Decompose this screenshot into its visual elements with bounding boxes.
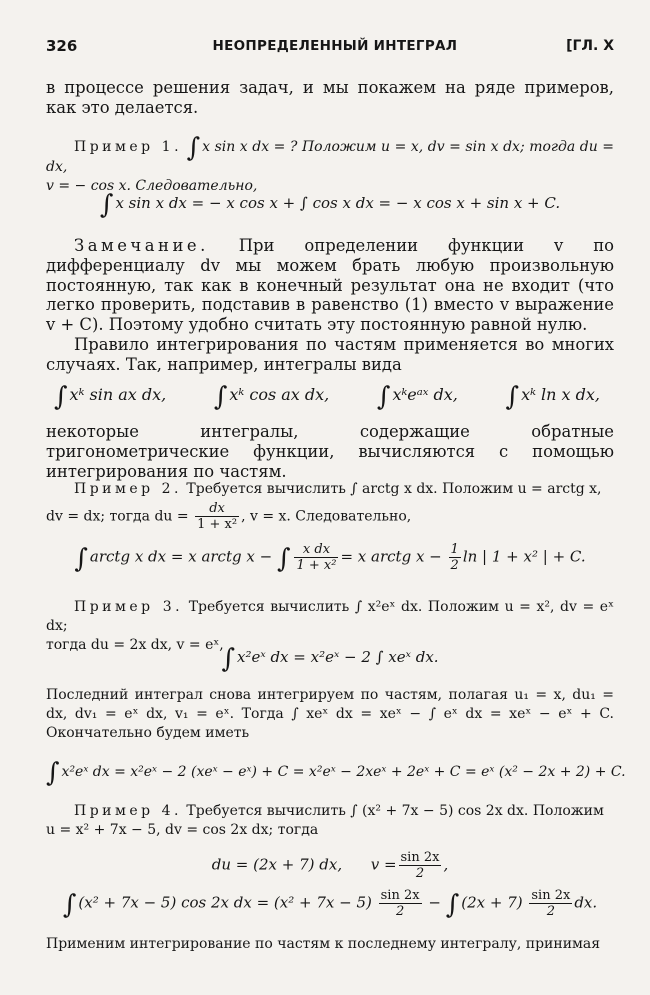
example-3-statement-cont: тогда du = 2x dx, v = eˣ, — [46, 637, 224, 653]
example-1-label: Пример 1. — [74, 139, 183, 155]
rule-paragraph: Правило интегрирования по частям применяется во многих случаях. Так, например, интегралы вида — [46, 335, 614, 374]
last-line: Применим интегрирование по частям к последнему интегралу, принимая — [46, 936, 601, 952]
example-3-continuation: Последний интеграл снова интегрируем по частям, полагая u₁ = x, du₁ = dx, dv₁ = eˣ dx, v₁ = eˣ. Тогда ∫ xeˣ dx = xeˣ − ∫ eˣ dx = xeˣ − eˣ + C. Окончательно будем иметь — [46, 687, 614, 741]
example-2-statement: Требуется вычислить ∫ arctg x dx. Положим u = arctg x, — [186, 481, 602, 497]
example-2-label: Пример 2. — [74, 481, 182, 497]
page-header — [46, 37, 614, 59]
intro-paragraph: в процессе решения задач, и мы покажем на ряде примеров, как это делается. — [46, 78, 614, 117]
example-4-statement: Требуется вычислить ∫ (x² + 7x − 5) cos 2x dx. Положим — [186, 803, 604, 819]
example-3-label: Пример 3. — [74, 599, 184, 615]
example-1 — [46, 133, 614, 196]
integral-kind-4: ∫ xᵏ ln x dx, — [505, 382, 600, 412]
integral-sign-icon: ∫ — [99, 190, 114, 220]
example-4-formula-1: du = (2x + 7) dx, v = $\frac{\sin 2x}{2}$ , — [211, 850, 449, 881]
example-4-label: Пример 4. — [74, 803, 182, 819]
example-1-formula: ∫ x sin x dx = − x cos x + ∫ cos x dx = − x cos x + sin x + C. — [99, 190, 561, 220]
integral-kind-2: ∫ xᵏ cos ax dx, — [213, 382, 330, 412]
running-title: НЕОПРЕДЕЛЕННЫЙ ИНТЕГРАЛ — [212, 38, 458, 54]
fraction: $\frac{dx}{\text{1 + x²}}$ — [197, 501, 238, 532]
example-3-formula: ∫ x²eˣ dx = x²eˣ − 2 ∫ xeˣ dx. — [221, 644, 439, 674]
remark — [46, 236, 614, 335]
example-1-statement: x sin x dx = ? Положим u = x, dv = sin x dx; тогда du = dx, — [46, 139, 614, 175]
integral-kind-1: ∫ xᵏ sin ax dx, — [54, 382, 167, 412]
chapter-label: [ГЛ. X — [566, 38, 614, 54]
integral-kinds — [46, 382, 614, 412]
example-2-formula: ∫ arctg x dx = x arctg x − ∫ $\frac{\text{x dx}}{\text{1 + x²}}$ = x arctg x − $\frac{1}{2}$ ln | 1 + x² | + C. — [74, 542, 586, 574]
example-2: Пример 2. Требуется вычислить ∫ arctg x dx. Положим u = arctg x, dv = dx; тогда du = $\frac{dx}{\text{1 + x²}}$ , v = x. Следовательно, — [46, 481, 602, 532]
integral-sign-icon: ∫ — [186, 133, 201, 163]
example-4-statement-cont: u = x² + 7x − 5, dv = cos 2x dx; тогда — [46, 822, 319, 838]
example-3-final: ∫ x²eˣ dx = x²eˣ − 2 (xeˣ − eˣ) + C = x²eˣ − 2xeˣ + 2eˣ + C = eˣ (x² − 2x + 2) + C. — [46, 758, 626, 788]
page-number: 326 — [46, 37, 78, 55]
remark-body: При определении функции v по дифференциалу dv мы можем брать любую произвольную постоянную, так как в конечный результат она не входит (что легко проверить, подставив в равенство (1) вместо v выражение v + C). Поэтому удобно считать эту постоянную равной нулю. — [46, 236, 614, 335]
rule-paragraph-2: некоторые интегралы, содержащие обратные тригонометрические функции, вычисляются с помощью интегрирования по частям. — [46, 422, 614, 481]
example-4 — [46, 802, 614, 840]
remark-label: Замечание. — [74, 236, 209, 255]
example-1-statement-cont: v = − cos x. Следовательно, — [46, 178, 258, 194]
example-3-statement: Требуется вычислить ∫ x²eˣ dx. Положим u = x², dv = eˣ dx; — [46, 599, 615, 634]
example-4-formula-2: ∫ (x² + 7x − 5) cos 2x dx = (x² + 7x − 5) $\frac{\sin 2x}{2}$ − ∫ (2x + 7) $\frac{\sin 2x}{2}$ dx. — [62, 888, 598, 920]
integral-kind-3: ∫ xᵏeᵃˣ dx, — [376, 382, 458, 412]
